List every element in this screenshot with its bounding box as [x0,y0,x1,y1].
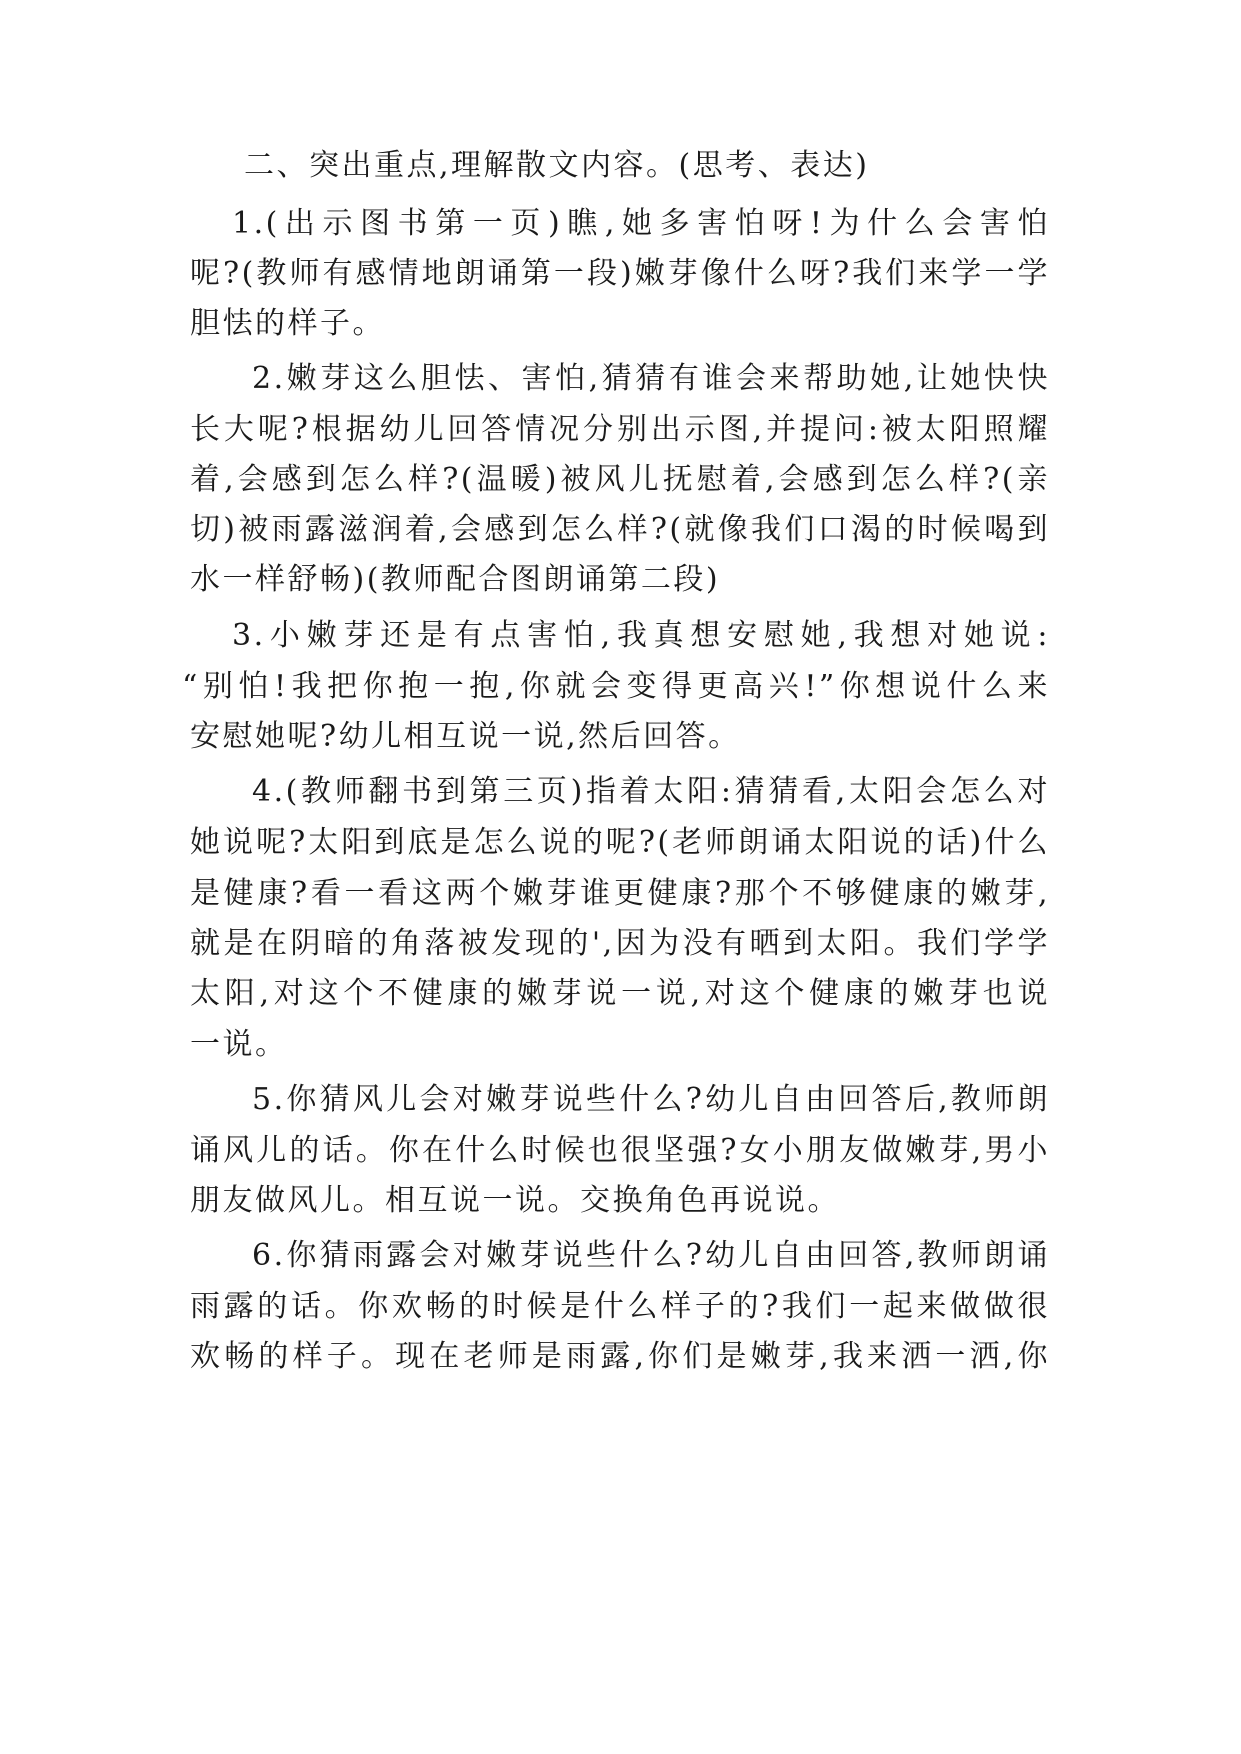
paragraph-2-line-3: 着,会感到怎么样?(温暖)被风儿抚慰着,会感到怎么样?(亲 [190,462,1050,497]
paragraph-6-line-1: 6.你猜雨露会对嫩芽说些什么?幼儿自由回答,教师朗诵 [252,1238,1050,1273]
paragraph-2-line-2: 长大呢?根据幼儿回答情况分别出示图,并提问:被太阳照耀 [190,412,1050,447]
paragraph-2-line-5: 水一样舒畅)(教师配合图朗诵第二段) [190,562,721,597]
paragraph-4-line-6: 一说。 [190,1027,288,1062]
paragraph-5-line-3: 朋友做风儿。相互说一说。交换角色再说说。 [190,1183,840,1218]
paragraph-2-line-4: 切)被雨露滋润着,会感到怎么样?(就像我们口渴的时候喝到 [190,512,1050,547]
paragraph-3-line-2: “别怕!我把你抱一抱,你就会变得更高兴!”你想说什么来 [182,669,1050,704]
paragraph-4-line-4: 就是在阴暗的角落被发现的',因为没有晒到太阳。我们学学 [190,926,1050,961]
paragraph-5-line-2: 诵风儿的话。你在什么时候也很坚强?女小朋友做嫩芽,男小 [190,1133,1050,1168]
paragraph-3-line-3: 安慰她呢?幼儿相互说一说,然后回答。 [190,719,741,754]
paragraph-4-line-2: 她说呢?太阳到底是怎么说的呢?(老师朗诵太阳说的话)什么 [190,825,1050,860]
paragraph-4-line-1: 4.(教师翻书到第三页)指着太阳:猜猜看,太阳会怎么对 [252,774,1050,809]
paragraph-6-line-3: 欢畅的样子。现在老师是雨露,你们是嫩芽,我来洒一洒,你 [190,1339,1050,1374]
paragraph-3-line-1: 3.小嫩芽还是有点害怕,我真想安慰她,我想对她说: [232,618,1050,653]
paragraph-4-line-5: 太阳,对这个不健康的嫩芽说一说,对这个健康的嫩芽也说 [190,976,1050,1011]
paragraph-6-line-2: 雨露的话。你欢畅的时候是什么样子的?我们一起来做做很 [190,1289,1050,1324]
paragraph-4-line-3: 是健康?看一看这两个嫩芽谁更健康?那个不够健康的嫩芽, [190,876,1050,911]
paragraph-1-line-3: 胆怯的样子。 [190,306,385,341]
paragraph-5-line-1: 5.你猜风儿会对嫩芽说些什么?幼儿自由回答后,教师朗 [252,1082,1050,1117]
paragraph-1-line-1: 1.(出示图书第一页)瞧,她多害怕呀!为什么会害怕 [232,206,1050,241]
section-heading: 二、突出重点,理解散文内容。(思考、表达) [244,148,870,183]
paragraph-2-line-1: 2.嫩芽这么胆怯、害怕,猜猜有谁会来帮助她,让她快快 [252,361,1050,396]
paragraph-1-line-2: 呢?(教师有感情地朗诵第一段)嫩芽像什么呀?我们来学一学 [190,256,1050,291]
